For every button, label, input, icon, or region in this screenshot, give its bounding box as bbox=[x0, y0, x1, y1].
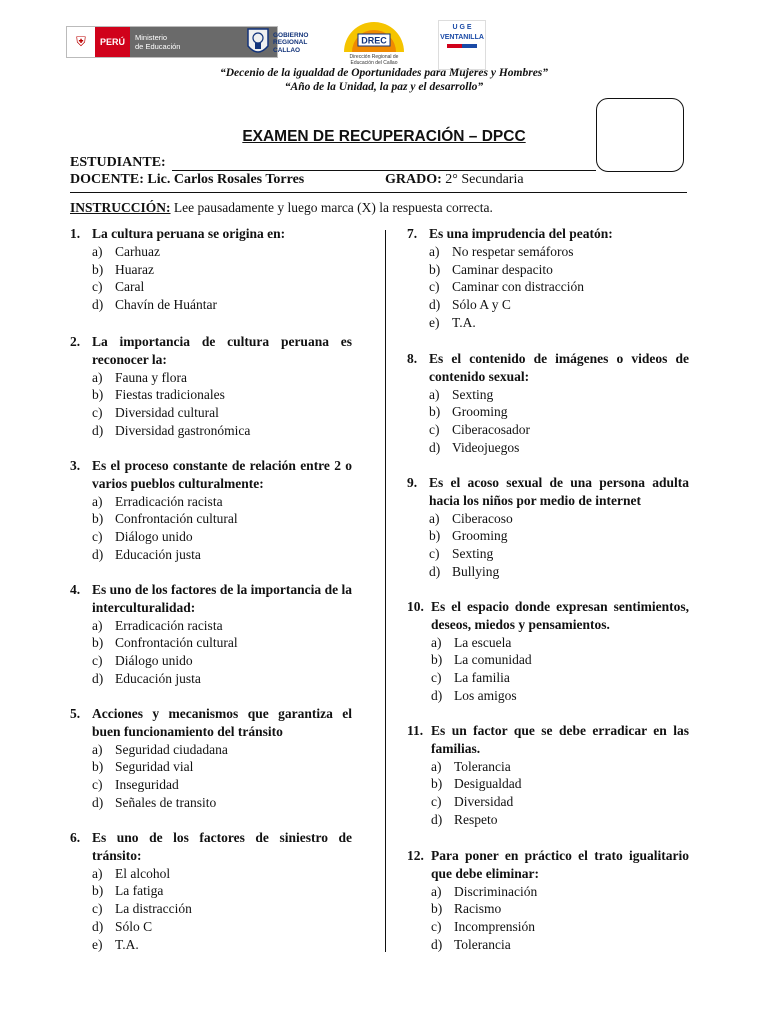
option-letter: a) bbox=[92, 741, 103, 757]
answer-option[interactable] bbox=[92, 386, 352, 404]
option-letter: d) bbox=[429, 439, 441, 455]
answer-option[interactable] bbox=[92, 918, 352, 936]
option-text: Racismo bbox=[454, 901, 502, 917]
option-text: Huaraz bbox=[115, 261, 154, 277]
answer-option[interactable] bbox=[431, 758, 689, 776]
option-text: Sexting bbox=[452, 546, 494, 562]
gr-line2: REGIONAL bbox=[273, 39, 308, 47]
option-letter: b) bbox=[431, 652, 443, 668]
options-list bbox=[407, 634, 689, 705]
option-text: No respetar semáforos bbox=[452, 243, 574, 259]
option-text: Erradicación racista bbox=[115, 493, 223, 509]
answer-option[interactable] bbox=[92, 670, 352, 688]
answer-option[interactable] bbox=[429, 421, 689, 439]
options-list bbox=[70, 865, 352, 954]
option-letter: b) bbox=[92, 387, 104, 403]
drec-sun-icon bbox=[338, 20, 410, 54]
options-list bbox=[70, 243, 352, 314]
option-text: Videojuegos bbox=[452, 439, 520, 455]
question-5 bbox=[70, 705, 352, 812]
answer-option[interactable] bbox=[429, 261, 689, 279]
answer-option[interactable] bbox=[431, 936, 689, 954]
answer-option[interactable] bbox=[92, 652, 352, 670]
answer-option[interactable] bbox=[92, 369, 352, 387]
question-text: La importancia de cultura peruana es reconocer la: bbox=[92, 334, 352, 367]
answer-option[interactable] bbox=[429, 563, 689, 581]
teacher-info: DOCENTE: Lic. Carlos Rosales Torres bbox=[70, 172, 305, 187]
gobierno-regional-logo bbox=[246, 22, 310, 64]
option-text: La escuela bbox=[454, 634, 512, 650]
question-4 bbox=[70, 581, 352, 688]
option-text: La comunidad bbox=[454, 652, 532, 668]
options-list bbox=[70, 741, 352, 812]
option-text: El alcohol bbox=[115, 865, 171, 881]
instruction-label: INSTRUCCIÓN: bbox=[70, 200, 171, 215]
option-letter: a) bbox=[429, 243, 440, 259]
option-text: Diversidad gastronómica bbox=[115, 422, 251, 438]
answer-option[interactable] bbox=[431, 883, 689, 901]
question-9 bbox=[407, 474, 689, 581]
option-letter: c) bbox=[92, 777, 103, 793]
option-text: Inseguridad bbox=[115, 777, 179, 793]
options-list bbox=[407, 510, 689, 581]
question-11 bbox=[407, 722, 689, 829]
question-stem bbox=[70, 333, 352, 369]
option-letter: a) bbox=[429, 510, 440, 526]
answer-option[interactable] bbox=[92, 404, 352, 422]
answer-option[interactable] bbox=[431, 918, 689, 936]
question-number: 3. bbox=[70, 458, 81, 473]
question-number: 11. bbox=[407, 723, 424, 738]
option-text: Grooming bbox=[452, 404, 508, 420]
answer-option[interactable] bbox=[92, 278, 352, 296]
minedu-peru-label: PERÚ bbox=[95, 27, 130, 57]
answer-option[interactable] bbox=[429, 278, 689, 296]
answer-option[interactable] bbox=[92, 776, 352, 794]
ugel-logo bbox=[438, 20, 486, 70]
option-text: La distracción bbox=[115, 901, 192, 917]
question-12 bbox=[407, 847, 689, 954]
option-letter: d) bbox=[92, 794, 104, 810]
question-2 bbox=[70, 333, 352, 440]
student-label: ESTUDIANTE: bbox=[70, 155, 166, 170]
question-stem bbox=[407, 225, 689, 243]
option-text: Incomprensión bbox=[454, 919, 535, 935]
option-text: Caminar despacito bbox=[452, 261, 553, 277]
question-number: 10. bbox=[407, 599, 424, 614]
answer-option[interactable] bbox=[431, 634, 689, 652]
answer-option[interactable] bbox=[92, 758, 352, 776]
question-text: Acciones y mecanismos que garantiza el buen funcionamiento del tránsito bbox=[92, 706, 352, 739]
option-letter: a) bbox=[431, 634, 442, 650]
option-letter: c) bbox=[429, 546, 440, 562]
exam-title: EXAMEN DE RECUPERACIÓN – DPCC bbox=[242, 128, 526, 145]
answer-option[interactable] bbox=[92, 422, 352, 440]
motto-line-2: “Año de la Unidad, la paz y el desarrollo” bbox=[284, 81, 484, 93]
options-list bbox=[407, 243, 689, 332]
answer-option[interactable] bbox=[429, 243, 689, 261]
question-stem bbox=[70, 225, 352, 243]
answer-option[interactable] bbox=[92, 510, 352, 528]
answer-option[interactable] bbox=[429, 403, 689, 421]
option-text: Discriminación bbox=[454, 883, 538, 899]
option-text: Grooming bbox=[452, 528, 508, 544]
answer-option[interactable] bbox=[431, 811, 689, 829]
instruction-text: Lee pausadamente y luego marca (X) la respuesta correcta. bbox=[170, 200, 493, 215]
option-letter: b) bbox=[431, 901, 443, 917]
option-letter: a) bbox=[429, 386, 440, 402]
answer-option[interactable] bbox=[92, 900, 352, 918]
option-text: La familia bbox=[454, 670, 510, 686]
option-letter: d) bbox=[431, 811, 443, 827]
question-text: Es uno de los factores de la importancia de la interculturalidad: bbox=[92, 582, 352, 615]
option-letter: d) bbox=[92, 918, 104, 934]
option-text: Sólo C bbox=[115, 918, 153, 934]
student-name-line[interactable] bbox=[172, 170, 596, 171]
option-letter: c) bbox=[431, 919, 442, 935]
option-letter: c) bbox=[92, 529, 103, 545]
question-stem bbox=[407, 474, 689, 510]
option-letter: c) bbox=[92, 653, 103, 669]
option-text: Sexting bbox=[452, 386, 494, 402]
question-stem bbox=[407, 598, 689, 634]
question-10 bbox=[407, 598, 689, 705]
question-text: La cultura peruana se origina en: bbox=[92, 226, 286, 241]
question-stem bbox=[407, 847, 689, 883]
question-1 bbox=[70, 225, 352, 314]
options-list bbox=[407, 758, 689, 829]
option-letter: a) bbox=[92, 369, 103, 385]
question-stem bbox=[70, 705, 352, 741]
option-text: Diversidad cultural bbox=[115, 405, 219, 421]
option-text: Bullying bbox=[452, 563, 500, 579]
option-text: Confrontación cultural bbox=[115, 635, 238, 651]
answer-option[interactable] bbox=[92, 882, 352, 900]
option-text: Carhuaz bbox=[115, 243, 160, 259]
option-text: Respeto bbox=[454, 811, 498, 827]
institutional-header bbox=[60, 18, 710, 70]
answer-option[interactable] bbox=[92, 865, 352, 883]
option-text: Fauna y flora bbox=[115, 369, 187, 385]
answer-option[interactable] bbox=[92, 546, 352, 564]
option-letter: d) bbox=[92, 546, 104, 562]
option-letter: c) bbox=[431, 794, 442, 810]
option-text: Diálogo unido bbox=[115, 529, 193, 545]
ugel-name: VENTANILLA bbox=[440, 34, 484, 41]
question-text: Es uno de los factores de siniestro de tránsito: bbox=[92, 830, 352, 863]
answer-option[interactable] bbox=[92, 617, 352, 635]
ugel-flag-bar bbox=[447, 44, 477, 48]
option-text: Educación justa bbox=[115, 670, 201, 686]
option-letter: b) bbox=[92, 511, 104, 527]
options-list bbox=[70, 617, 352, 688]
question-8 bbox=[407, 350, 689, 457]
answer-option[interactable] bbox=[431, 687, 689, 705]
question-text: Es una imprudencia del peatón: bbox=[429, 226, 613, 241]
option-letter: a) bbox=[431, 758, 442, 774]
drec-label: DREC bbox=[361, 35, 387, 46]
grade-label: GRADO: bbox=[385, 172, 442, 187]
answer-option[interactable] bbox=[429, 386, 689, 404]
grade-value: 2° Secundaria bbox=[441, 172, 524, 187]
option-letter: b) bbox=[92, 883, 104, 899]
question-text: Es el contenido de imágenes o videos de contenido sexual: bbox=[429, 351, 689, 384]
option-letter: a) bbox=[431, 883, 442, 899]
option-text: Tolerancia bbox=[454, 936, 511, 952]
minedu-line2: de Educación bbox=[135, 42, 181, 51]
option-text: Caminar con distracción bbox=[452, 279, 584, 295]
option-letter: c) bbox=[92, 405, 103, 421]
option-letter: a) bbox=[92, 493, 103, 509]
answer-option[interactable] bbox=[429, 439, 689, 457]
drec-logo bbox=[338, 20, 410, 68]
option-text: T.A. bbox=[452, 314, 476, 330]
question-stem bbox=[407, 722, 689, 758]
question-number: 4. bbox=[70, 582, 81, 597]
option-letter: d) bbox=[429, 563, 441, 579]
option-text: Seguridad vial bbox=[115, 759, 194, 775]
question-number: 5. bbox=[70, 706, 81, 721]
question-stem bbox=[70, 457, 352, 493]
option-text: Caral bbox=[115, 279, 145, 295]
option-letter: c) bbox=[429, 422, 440, 438]
ugel-letters: U G E bbox=[452, 24, 472, 31]
header-rule bbox=[70, 192, 687, 193]
question-7 bbox=[407, 225, 689, 332]
answer-option[interactable] bbox=[431, 651, 689, 669]
option-text: Ciberacoso bbox=[452, 510, 513, 526]
question-number: 8. bbox=[407, 351, 418, 366]
question-text: Es el acoso sexual de una persona adulta hacia los niños por medio de internet bbox=[429, 475, 689, 508]
option-letter: b) bbox=[92, 635, 104, 651]
photo-box bbox=[596, 98, 684, 172]
peru-shield-icon: ⛨ bbox=[76, 34, 86, 49]
option-letter: b) bbox=[429, 404, 441, 420]
option-text: Fiestas tradicionales bbox=[115, 387, 225, 403]
answer-option[interactable] bbox=[92, 634, 352, 652]
option-letter: d) bbox=[92, 422, 104, 438]
question-6 bbox=[70, 829, 352, 954]
question-number: 7. bbox=[407, 226, 418, 241]
question-number: 9. bbox=[407, 475, 418, 490]
option-text: Señales de transito bbox=[115, 794, 217, 810]
drec-sub2: Educación del Callao bbox=[350, 60, 398, 66]
option-text: Confrontación cultural bbox=[115, 511, 238, 527]
option-letter: b) bbox=[92, 261, 104, 277]
option-letter: c) bbox=[92, 279, 103, 295]
minedu-line1: Ministerio bbox=[135, 33, 168, 42]
option-letter: b) bbox=[92, 759, 104, 775]
option-text: Diversidad bbox=[454, 794, 514, 810]
option-letter: d) bbox=[429, 297, 441, 313]
option-letter: b) bbox=[429, 528, 441, 544]
answer-option[interactable] bbox=[92, 493, 352, 511]
grade-info bbox=[385, 172, 524, 188]
option-text: Ciberacosador bbox=[452, 422, 530, 438]
option-letter: e) bbox=[429, 314, 440, 330]
option-letter: c) bbox=[431, 670, 442, 686]
option-text: Tolerancia bbox=[454, 758, 511, 774]
answer-option[interactable] bbox=[92, 261, 352, 279]
motto-line-1: “Decenio de la igualdad de Oportunidades para Mujeres y Hombres” bbox=[219, 67, 549, 79]
option-text: Educación justa bbox=[115, 546, 201, 562]
option-letter: b) bbox=[429, 261, 441, 277]
option-letter: d) bbox=[431, 936, 443, 952]
answer-option[interactable] bbox=[429, 314, 689, 332]
option-letter: e) bbox=[92, 936, 103, 952]
options-list bbox=[407, 386, 689, 457]
option-text: Diálogo unido bbox=[115, 653, 193, 669]
option-letter: c) bbox=[92, 901, 103, 917]
answer-option[interactable] bbox=[92, 794, 352, 812]
question-stem bbox=[407, 350, 689, 386]
answer-option[interactable] bbox=[431, 900, 689, 918]
option-letter: d) bbox=[92, 670, 104, 686]
option-text: Chavín de Huántar bbox=[115, 297, 217, 313]
question-text: Es el espacio donde expresan sentimientos, deseos, miedos y pensamientos. bbox=[431, 599, 689, 632]
option-letter: c) bbox=[429, 279, 440, 295]
drec-sub1: Dirección Regional de bbox=[349, 54, 399, 60]
column-divider bbox=[385, 230, 386, 952]
answer-option[interactable] bbox=[431, 669, 689, 687]
option-letter: a) bbox=[92, 617, 103, 633]
question-text: Es el proceso constante de relación entre 2 o varios pueblos culturalmente: bbox=[92, 458, 352, 491]
answer-option[interactable] bbox=[429, 296, 689, 314]
question-number: 1. bbox=[70, 226, 81, 241]
option-text: Sólo A y C bbox=[452, 297, 511, 313]
options-list bbox=[407, 883, 689, 954]
option-text: Desigualdad bbox=[454, 776, 522, 792]
question-stem bbox=[70, 581, 352, 617]
options-list bbox=[70, 369, 352, 440]
option-text: Seguridad ciudadana bbox=[115, 741, 228, 757]
gr-line3: CALLAO bbox=[273, 46, 301, 54]
question-3 bbox=[70, 457, 352, 564]
option-text: Erradicación racista bbox=[115, 617, 223, 633]
answer-option[interactable] bbox=[92, 528, 352, 546]
answer-option[interactable] bbox=[92, 296, 352, 314]
option-letter: b) bbox=[431, 776, 443, 792]
answer-option[interactable] bbox=[429, 510, 689, 528]
answer-option[interactable] bbox=[431, 793, 689, 811]
gr-line1: GOBIERNO bbox=[273, 31, 309, 39]
options-list bbox=[70, 493, 352, 564]
option-letter: a) bbox=[92, 243, 103, 259]
question-stem bbox=[70, 829, 352, 865]
regional-emblem-icon bbox=[246, 26, 270, 60]
question-number: 6. bbox=[70, 830, 81, 845]
option-letter: d) bbox=[92, 297, 104, 313]
instruction bbox=[70, 200, 493, 216]
answer-option[interactable] bbox=[92, 243, 352, 261]
option-letter: a) bbox=[92, 865, 103, 881]
option-letter: d) bbox=[431, 687, 443, 703]
option-text: Los amigos bbox=[454, 687, 517, 703]
answer-option[interactable] bbox=[92, 936, 352, 954]
option-text: La fatiga bbox=[115, 883, 164, 899]
option-text: T.A. bbox=[115, 936, 139, 952]
answer-option[interactable] bbox=[92, 741, 352, 759]
question-number: 2. bbox=[70, 334, 81, 349]
question-text: Para poner en práctico el trato igualitario que debe eliminar: bbox=[431, 848, 689, 881]
answer-option[interactable] bbox=[429, 545, 689, 563]
question-text: Es un factor que se debe erradicar en las familias. bbox=[431, 723, 689, 756]
answer-option[interactable] bbox=[429, 527, 689, 545]
question-number: 12. bbox=[407, 848, 424, 863]
answer-option[interactable] bbox=[431, 775, 689, 793]
